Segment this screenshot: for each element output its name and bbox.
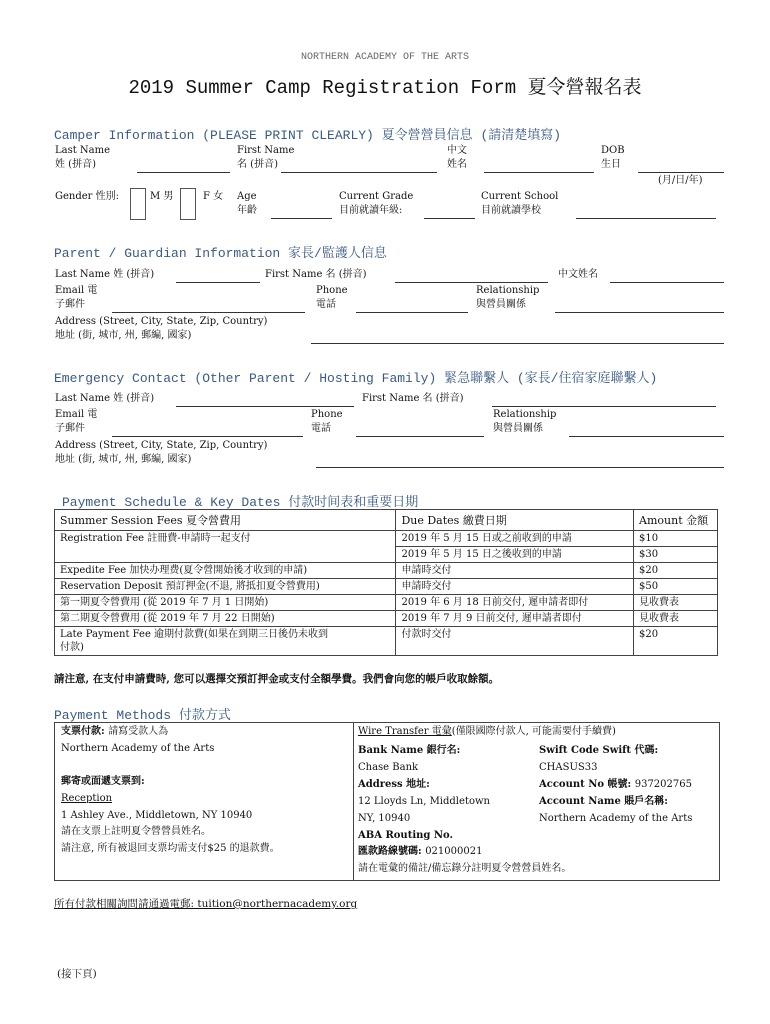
due-cell: 2019 年 5 月 15 日或之前收到的申請	[396, 531, 634, 547]
camper-last-name-label: Last Name 姓 (拼音)	[55, 145, 111, 170]
emergency-relationship-label: Relationship 與營員關係	[493, 409, 557, 434]
gender-label: Gender 性別:	[55, 191, 119, 202]
continued-note: (接下頁)	[57, 968, 97, 980]
due-cell: 2019 年 7 月 9 日前交付, 遲申請者即付	[396, 611, 634, 627]
emergency-relationship-field[interactable]	[569, 436, 724, 437]
camper-age-field[interactable]	[271, 218, 332, 219]
camper-dob-field[interactable]	[638, 172, 724, 173]
dob-format-hint: (月/日/年)	[658, 175, 703, 186]
aba-line: 匯款路線號碼: 021000021	[358, 846, 483, 857]
camper-section-heading: Camper Information (PLEASE PRINT CLEARLY) 夏令營營員信息 (請清楚填寫)	[54, 128, 562, 143]
table-row	[55, 627, 718, 656]
wire-title-line: Wire Transfer 電彙(僅限國際付款人, 可能需要付手續費)	[358, 726, 616, 737]
account-name: Northern Academy of the Arts	[539, 813, 693, 824]
amount-cell: $50	[634, 579, 718, 595]
swift-label: Swift Code Swift 代碼:	[539, 745, 659, 756]
form-title: 2019 Summer Camp Registration Form 夏令營報名表	[128, 77, 642, 99]
camper-chinese-name-label: 中文 姓名	[447, 145, 467, 170]
gender-male-label: M 男	[150, 191, 174, 202]
gender-female-label: F 女	[203, 191, 224, 202]
bank-address-label: Address 地址:	[358, 779, 430, 790]
parent-phone-field[interactable]	[356, 312, 468, 313]
amount-cell: 見收費表	[634, 611, 718, 627]
contact-line[interactable]: 所有付款相關詢問請通過電郵: tuition@northernacademy.org	[54, 898, 358, 910]
col-header-fees: Summer Session Fees 夏令營費用	[55, 510, 396, 531]
camper-first-name-label: First Name 名 (拼音)	[237, 145, 295, 170]
fee-cell: Reservation Deposit 預訂押金(不退, 將抵扣夏令營費用)	[55, 579, 396, 595]
camper-school-label: Current School 目前就讀學校	[481, 191, 559, 216]
fee-cell: Expedite Fee 加快办理费(夏令營開始後才收到的申請)	[55, 563, 396, 579]
due-cell: 2019 年 5 月 15 日之後收到的申請	[396, 547, 634, 563]
payment-note: 請注意, 在支付申請費時, 您可以選擇交預訂押金或支付全額學費。我們會向您的帳戶收取餘額。	[54, 673, 500, 685]
wire-memo: 請在電彙的備註/備忘錄分註明夏令營營員姓名。	[358, 863, 572, 874]
fee-cell: 第一期夏令營費用 (從 2019 年 7 月 1 日開始)	[55, 595, 396, 611]
camper-grade-field[interactable]	[424, 218, 475, 219]
table-row	[55, 563, 718, 579]
swift-value: CHASUS33	[539, 762, 598, 773]
camper-dob-label: DOB 生日	[601, 145, 625, 170]
parent-first-name-label: First Name 名 (拼音)	[265, 269, 367, 280]
bank-name: Chase Bank	[358, 762, 419, 773]
fee-cell: Registration Fee 註冊費-申請時一起支付	[55, 531, 396, 547]
mail-address: 1 Ashley Ave., Middletown, NY 10940	[61, 810, 253, 821]
payment-methods-heading: Payment Methods 付款方式	[54, 708, 231, 723]
check-payee-line: 支票付款: 請寫受款人為	[61, 726, 169, 737]
payment-schedule-heading: Payment Schedule & Key Dates 付款时间表和重要日期	[62, 495, 419, 510]
amount-cell: $30	[634, 547, 718, 563]
parent-chinese-name-label: 中文姓名	[558, 269, 598, 280]
bank-address-2: NY, 10940	[358, 813, 411, 824]
camper-age-label: Age 年齡	[237, 191, 257, 216]
parent-email-label: Email 電 子郵件	[55, 285, 98, 310]
col-header-amount: Amount 金額	[634, 510, 718, 531]
payment-methods-box	[54, 722, 720, 881]
emergency-last-name-label: Last Name 姓 (拼音)	[55, 393, 155, 404]
check-note-2: 請注意, 所有被退回支票均需支付$25 的退款費。	[61, 843, 280, 854]
parent-first-name-field[interactable]	[395, 282, 548, 283]
org-name: NORTHERN ACADEMY OF THE ARTS	[300, 52, 470, 63]
due-cell: 付款时交付	[396, 627, 634, 656]
amount-cell: $20	[634, 563, 718, 579]
camper-school-field[interactable]	[576, 218, 716, 219]
due-cell: 申請時交付	[396, 563, 634, 579]
emergency-first-name-label: First Name 名 (拼音)	[362, 393, 464, 404]
emergency-phone-field[interactable]	[356, 436, 484, 437]
fee-cell	[55, 627, 396, 656]
amount-cell: 見收費表	[634, 595, 718, 611]
table-row	[55, 611, 718, 627]
emergency-email-field[interactable]	[112, 436, 303, 437]
col-header-due: Due Dates 繳費日期	[396, 510, 634, 531]
emergency-address-label: Address (Street, City, State, Zip, Country) 地址 (街, 城市, 州, 郵編, 國家)	[55, 440, 268, 465]
check-org: Northern Academy of the Arts	[61, 743, 215, 754]
bank-name-label: Bank Name 銀行名:	[358, 745, 461, 756]
late-fee-line-1: Late Payment Fee 逾期付款費(如果在到期三日後仍未收到	[60, 629, 328, 640]
payment-schedule-table	[54, 509, 718, 656]
parent-address-field[interactable]	[311, 343, 724, 344]
emergency-last-name-field[interactable]	[176, 406, 354, 407]
due-cell: 申請時交付	[396, 579, 634, 595]
check-note-1: 請在支票上註明夏令營營員姓名。	[61, 826, 211, 837]
fee-cell: 第二期夏令營費用 (從 2019 年 7 月 22 日開始)	[55, 611, 396, 627]
table-row	[55, 531, 718, 547]
table-row	[55, 547, 718, 563]
emergency-section-heading: Emergency Contact (Other Parent / Hosting Family) 緊急聯繫人 (家長/住宿家庭聯繫人)	[54, 371, 658, 386]
fee-cell	[55, 547, 396, 563]
camper-first-name-field[interactable]	[281, 172, 437, 173]
camper-grade-label: Current Grade 目前就讀年級:	[339, 191, 414, 216]
table-row	[55, 579, 718, 595]
mail-title: 郵寄或面遞支票到:	[61, 776, 145, 787]
emergency-email-label: Email 電 子郵件	[55, 409, 98, 434]
parent-last-name-field[interactable]	[176, 282, 260, 283]
aba-label: ABA Routing No.	[358, 830, 453, 841]
table-row	[55, 595, 718, 611]
parent-chinese-name-field[interactable]	[610, 282, 724, 283]
parent-address-label: Address (Street, City, State, Zip, Country) 地址 (街, 城市, 州, 郵編, 國家)	[55, 316, 268, 341]
due-cell: 2019 年 6 月 18 日前交付, 遲申請者即付	[396, 595, 634, 611]
parent-last-name-label: Last Name 姓 (拼音)	[55, 269, 155, 280]
parent-relationship-label: Relationship 與營員關係	[476, 285, 540, 310]
account-name-label: Account Name 賬戶名稱:	[539, 796, 668, 807]
emergency-phone-label: Phone 電話	[311, 409, 343, 434]
parent-section-heading: Parent / Guardian Information 家長/監護人信息	[54, 246, 387, 261]
camper-last-name-field[interactable]	[137, 172, 230, 173]
bank-address-1: 12 Lloyds Ln, Middletown	[358, 796, 490, 807]
gender-female-checkbox[interactable]	[180, 188, 196, 220]
parent-email-field[interactable]	[112, 312, 305, 313]
parent-relationship-field[interactable]	[555, 312, 724, 313]
emergency-first-name-field[interactable]	[492, 406, 716, 407]
table-header-row	[55, 510, 718, 531]
camper-chinese-name-field[interactable]	[484, 172, 594, 173]
reception: Reception	[61, 793, 113, 804]
parent-phone-label: Phone 電話	[316, 285, 348, 310]
amount-cell: $10	[634, 531, 718, 547]
gender-male-checkbox[interactable]	[130, 188, 146, 220]
emergency-address-field[interactable]	[316, 467, 724, 468]
amount-cell: $20	[634, 627, 718, 656]
account-no-line: Account No 帳號: 937202765	[539, 779, 692, 790]
late-fee-line-2: 付款)	[60, 642, 84, 653]
